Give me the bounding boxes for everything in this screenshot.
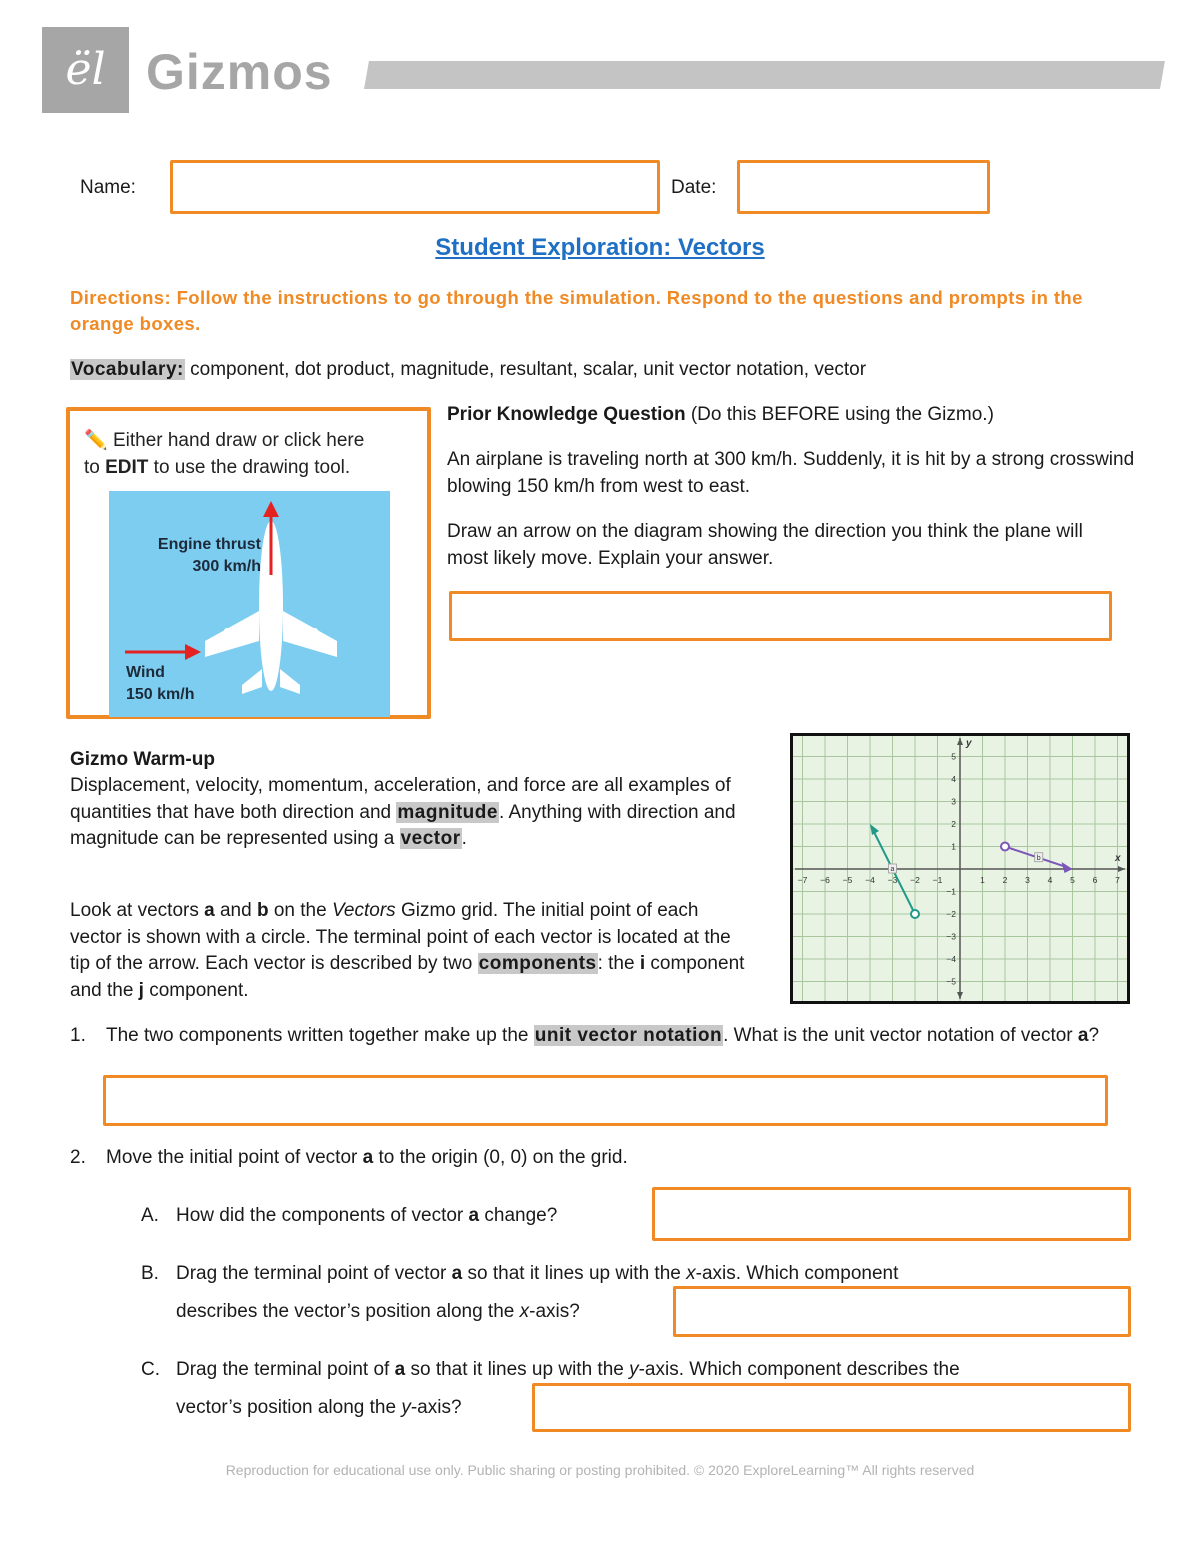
q2a-text2: change?: [479, 1205, 558, 1226]
vocabulary-line: [70, 357, 1150, 384]
warmup-p1-text3: .: [461, 828, 467, 849]
q2b-text1: Drag the terminal point of vector: [176, 1263, 452, 1284]
y-tick-label: 1: [951, 841, 956, 852]
prior-knowledge-heading: Prior Knowledge Question: [447, 404, 686, 425]
warmup-paragraph2: [70, 898, 750, 1004]
y-tick-label: −5: [946, 976, 956, 987]
q2-text: [106, 1145, 1106, 1172]
q2b-x-axis-2: x: [519, 1301, 530, 1322]
q2c-text5: -axis?: [410, 1397, 462, 1418]
explorelearning-logo-icon: ël: [65, 44, 106, 95]
x-tick-label: 7: [1115, 875, 1120, 885]
q2c-text4: vector’s position along the: [176, 1397, 402, 1418]
q2b-answer-box[interactable]: [673, 1286, 1131, 1337]
drawing-instruction-line1: Either hand draw or click here: [112, 430, 365, 451]
y-tick-label: 4: [951, 774, 956, 784]
q2-text1: Move the initial point of vector: [106, 1147, 363, 1168]
y-tick-label: 2: [951, 819, 956, 829]
logo-tile: [42, 27, 129, 113]
vector-grid-panel: [790, 733, 1130, 1004]
x-tick-label: −5: [842, 875, 853, 885]
warmup-p2-text1: Look at vectors: [70, 900, 205, 921]
q2a-text: [176, 1203, 646, 1230]
q1-text2: . What is the unit vector notation of vector: [723, 1025, 1078, 1046]
x-tick-label: 1: [980, 875, 985, 885]
x-tick-label: 5: [1070, 875, 1075, 885]
prior-knowledge-paragraph2: Draw an arrow on the diagram showing the direction you think the plane will most likely move. Explain your answer.: [447, 521, 1083, 569]
q1-number: 1.: [70, 1025, 86, 1046]
name-field[interactable]: [170, 160, 660, 214]
term-components: components: [478, 953, 597, 974]
edit-link[interactable]: EDIT: [105, 457, 149, 478]
x-tick-label: −7: [797, 875, 808, 885]
q2c-y-axis-1: y: [629, 1359, 639, 1380]
x-tick-label: 3: [1025, 875, 1030, 885]
warmup-p1-text2: . Anything with direction and magnitude can be represented using a: [70, 801, 736, 849]
i-component-ref: i: [639, 953, 646, 974]
y-tick-label: 5: [951, 751, 956, 762]
x-tick-label: −4: [865, 875, 875, 885]
pencil-icon: ✏️: [84, 430, 108, 451]
q2c-vector-a: a: [394, 1359, 406, 1380]
q2a-text1: How did the components of vector: [176, 1205, 469, 1226]
q1-text3: ?: [1088, 1025, 1100, 1046]
footer-text: Reproduction for educational use only. Public sharing or posting prohibited. © 2020 ExploreLearning™ All rights reserved: [225, 1462, 975, 1478]
x-tick-label: 6: [1092, 875, 1098, 885]
q2a-letter: A.: [141, 1205, 159, 1226]
prior-knowledge-paragraph1: An airplane is traveling north at 300 km/h. Suddenly, it is hit by a strong crosswind blowing 150 km/h from west to east.: [447, 449, 1135, 497]
vector-b-ref: b: [256, 900, 269, 921]
q1-text: [106, 1023, 1146, 1050]
x-tick-label: −2: [910, 875, 920, 885]
name-label: Name:: [80, 177, 136, 198]
engine-thrust-label: [139, 534, 261, 578]
q2b-vector-a: a: [451, 1263, 463, 1284]
q2a-answer-box[interactable]: [652, 1187, 1131, 1241]
vocabulary-terms: component, dot product, magnitude, resultant, scalar, unit vector notation, vector: [190, 359, 867, 380]
y-tick-label: −4: [946, 954, 956, 964]
header-bar: [364, 61, 1165, 89]
prior-knowledge-note: (Do this BEFORE using the Gizmo.): [690, 404, 994, 425]
q2b-text3: -axis. Which component: [695, 1263, 899, 1284]
vector-a-ref: a: [204, 900, 215, 921]
q2c-text2: so that it lines up with the: [405, 1359, 630, 1380]
brand-name: Gizmos: [146, 44, 333, 100]
x-tick-label: −6: [820, 875, 830, 885]
engine-thrust-label-line1: Engine thrust: [157, 536, 261, 553]
y-axis-label: y: [966, 738, 972, 749]
q2c-letter: C.: [141, 1359, 160, 1380]
q2b-text4: describes the vector’s position along the: [176, 1301, 520, 1322]
q2c-answer-box[interactable]: [532, 1383, 1131, 1432]
warmup-paragraph1: [70, 773, 750, 853]
q2b-text2: so that it lines up with the: [462, 1263, 687, 1284]
vector-b-initial-point: [1001, 843, 1009, 851]
vector-a-label: a: [890, 866, 895, 873]
page-title: Student Exploration: Vectors: [435, 234, 765, 261]
x-tick-label: −1: [932, 875, 943, 885]
warmup-p2-and: and: [214, 900, 257, 921]
term-vector: vector: [400, 828, 461, 849]
warmup-p2-text5: component and the: [70, 953, 745, 1001]
q2b-x-axis-1: x: [686, 1263, 696, 1284]
j-component-ref: j: [138, 979, 144, 1001]
x-tick-label: 2: [1002, 875, 1008, 885]
date-label: Date:: [671, 177, 717, 198]
q1-vector-a: a: [1077, 1025, 1089, 1046]
vector-grid-svg: [793, 736, 1127, 1001]
vector-a-initial-point: [911, 910, 919, 918]
warmup-p2-text4: : the: [597, 953, 640, 974]
prior-knowledge-answer-box[interactable]: [449, 591, 1112, 641]
q2b-text5: -axis?: [529, 1301, 580, 1322]
engine-thrust-label-line2: 300 km/h: [192, 558, 261, 575]
warmup-heading: Gizmo Warm-up: [70, 749, 215, 770]
q2b-letter: B.: [141, 1263, 159, 1284]
q2a-vector-a: a: [468, 1205, 480, 1226]
date-field[interactable]: [737, 160, 990, 214]
q2-text2: to the origin (0, 0) on the grid.: [373, 1147, 628, 1168]
x-axis-label: x: [1115, 853, 1121, 864]
warmup-p2-text6: component.: [143, 979, 249, 1001]
airplane-diagram: [109, 491, 390, 717]
vocabulary-label: Vocabulary:: [71, 359, 184, 380]
warmup-p2-text2: on the: [268, 900, 332, 921]
wind-label-line2: 150 km/h: [126, 686, 195, 703]
warmup-p1-text1: Displacement, velocity, momentum, acceleration, and force are all examples of quantities that have both direction and: [70, 775, 731, 823]
term-unit-vector-notation: unit vector notation: [534, 1025, 723, 1046]
vector-b-label: b: [1036, 854, 1041, 862]
directions-text: Directions: Follow the instructions to go through the simulation. Respond to the questions and prompts in the orange boxes.: [70, 287, 1083, 334]
x-tick-label: 4: [1047, 875, 1053, 885]
drawing-area[interactable]: [66, 407, 431, 719]
q2c-y-axis-2: y: [401, 1397, 411, 1418]
q2-number: 2.: [70, 1147, 86, 1168]
q2c-text3: -axis. Which component describes the: [638, 1359, 960, 1380]
wind-label: [126, 662, 194, 706]
gizmo-name: Vectors: [331, 900, 396, 921]
term-magnitude: magnitude: [397, 801, 498, 823]
prior-knowledge-heading-line: [447, 402, 1147, 429]
q1-text1: The two components written together make up the: [106, 1025, 534, 1046]
wind-label-line1: Wind: [126, 664, 165, 681]
y-tick-label: −1: [946, 886, 956, 897]
warmup-p2-text3: Gizmo grid. The initial point of each vector is shown with a circle. The terminal point of each vector is located at the tip of the arrow. Each vector is described by two: [70, 900, 731, 974]
drawing-instruction-prefix: to: [84, 457, 106, 478]
q2-vector-a: a: [362, 1147, 374, 1168]
drawing-instruction-suffix: to use the drawing tool.: [148, 457, 351, 478]
drawing-instruction[interactable]: [84, 427, 414, 481]
wind-arrow: [125, 644, 201, 660]
q1-answer-box[interactable]: [103, 1075, 1108, 1126]
y-tick-label: 3: [951, 796, 956, 807]
q2c-text1: Drag the terminal point of: [176, 1359, 395, 1380]
y-tick-label: −3: [946, 931, 956, 942]
x-tick-label: −3: [887, 875, 898, 885]
y-tick-label: −2: [946, 909, 956, 919]
